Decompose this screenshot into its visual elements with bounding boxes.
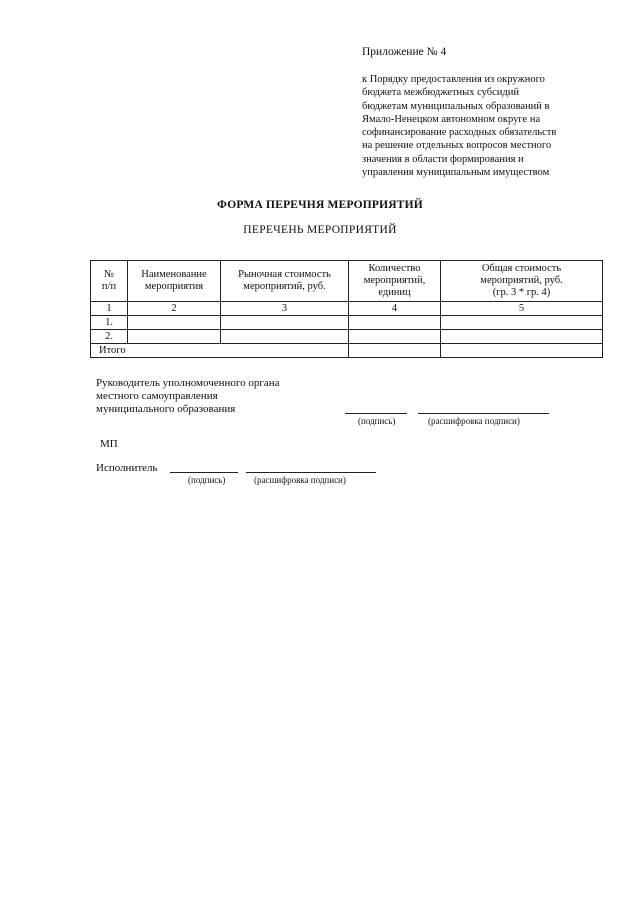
- executor-decode-line: [246, 472, 376, 473]
- table-cell: [221, 316, 349, 330]
- appendix-description: [362, 73, 612, 179]
- table-cell: [441, 330, 603, 344]
- signer-line: Руководитель уполномоченного органа: [96, 377, 280, 389]
- table-cell: 5: [441, 302, 603, 316]
- table-cell: 1: [91, 302, 128, 316]
- appendix-title: Приложение № 4: [362, 46, 447, 58]
- list-title: ПЕРЕЧЕНЬ МЕРОПРИЯТИЙ: [243, 224, 397, 236]
- table-cell: 3: [221, 302, 349, 316]
- executor-label: Исполнитель: [96, 462, 158, 474]
- signature-decode-caption: (расшифровка подписи): [428, 416, 520, 426]
- appendix-line: к Порядку предоставления из окружного: [362, 74, 545, 85]
- form-title: ФОРМА ПЕРЕЧНЯ МЕРОПРИЯТИЙ: [217, 199, 423, 211]
- appendix-line: софинансирование расходных обязательств: [362, 127, 557, 139]
- header-market-cost: Рыночная стоимость мероприятий, руб.: [221, 261, 349, 302]
- signature-caption: (подпись): [358, 416, 396, 426]
- executor-signature-caption: (подпись): [188, 475, 226, 485]
- column-number-row: [91, 302, 603, 316]
- signer-line: местного самоуправления: [96, 390, 218, 402]
- stamp-label: МП: [100, 438, 118, 450]
- table-cell: [441, 344, 603, 358]
- signer-line: муниципального образования: [96, 403, 236, 415]
- table-cell: [221, 330, 349, 344]
- table-row: [91, 316, 603, 330]
- table-cell: 2: [128, 302, 221, 316]
- header-name: Наименование мероприятия: [128, 261, 221, 302]
- signature-decode-line: [418, 413, 549, 414]
- table-row: [91, 330, 603, 344]
- signature-line: [345, 413, 407, 414]
- table-cell: 4: [349, 302, 441, 316]
- table-cell: 2.: [91, 330, 128, 344]
- table-cell: 1.: [91, 316, 128, 330]
- table-cell: [349, 316, 441, 330]
- total-row: [91, 344, 603, 358]
- appendix-line: бюджета межбюджетных субсидий: [362, 87, 519, 99]
- table-cell: [128, 330, 221, 344]
- table-cell: [349, 330, 441, 344]
- appendix-line: бюджетам муниципальных образований в: [362, 100, 550, 112]
- executor-decode-caption: (расшифровка подписи): [254, 475, 346, 485]
- events-table: [90, 260, 603, 358]
- signer-block: [96, 377, 280, 416]
- appendix-line: значения в области формирования и: [362, 153, 524, 165]
- executor-signature-line: [170, 472, 238, 473]
- appendix-line: управления муниципальным имуществом: [362, 167, 550, 179]
- appendix-line: на решение отдельных вопросов местного: [362, 140, 552, 152]
- table-cell: [349, 344, 441, 358]
- table-header-row: [91, 261, 603, 302]
- table-cell: [441, 316, 603, 330]
- header-quantity: Количество мероприятий, единиц: [349, 261, 441, 302]
- header-total-cost: Общая стоимость мероприятий, руб. (гр. 3 * гр. 4): [441, 261, 603, 302]
- header-number: № п/п: [91, 261, 128, 302]
- appendix-line: Ямало-Ненецком автономном округе на: [362, 113, 541, 125]
- total-label: Итого: [91, 344, 349, 358]
- table-cell: [128, 316, 221, 330]
